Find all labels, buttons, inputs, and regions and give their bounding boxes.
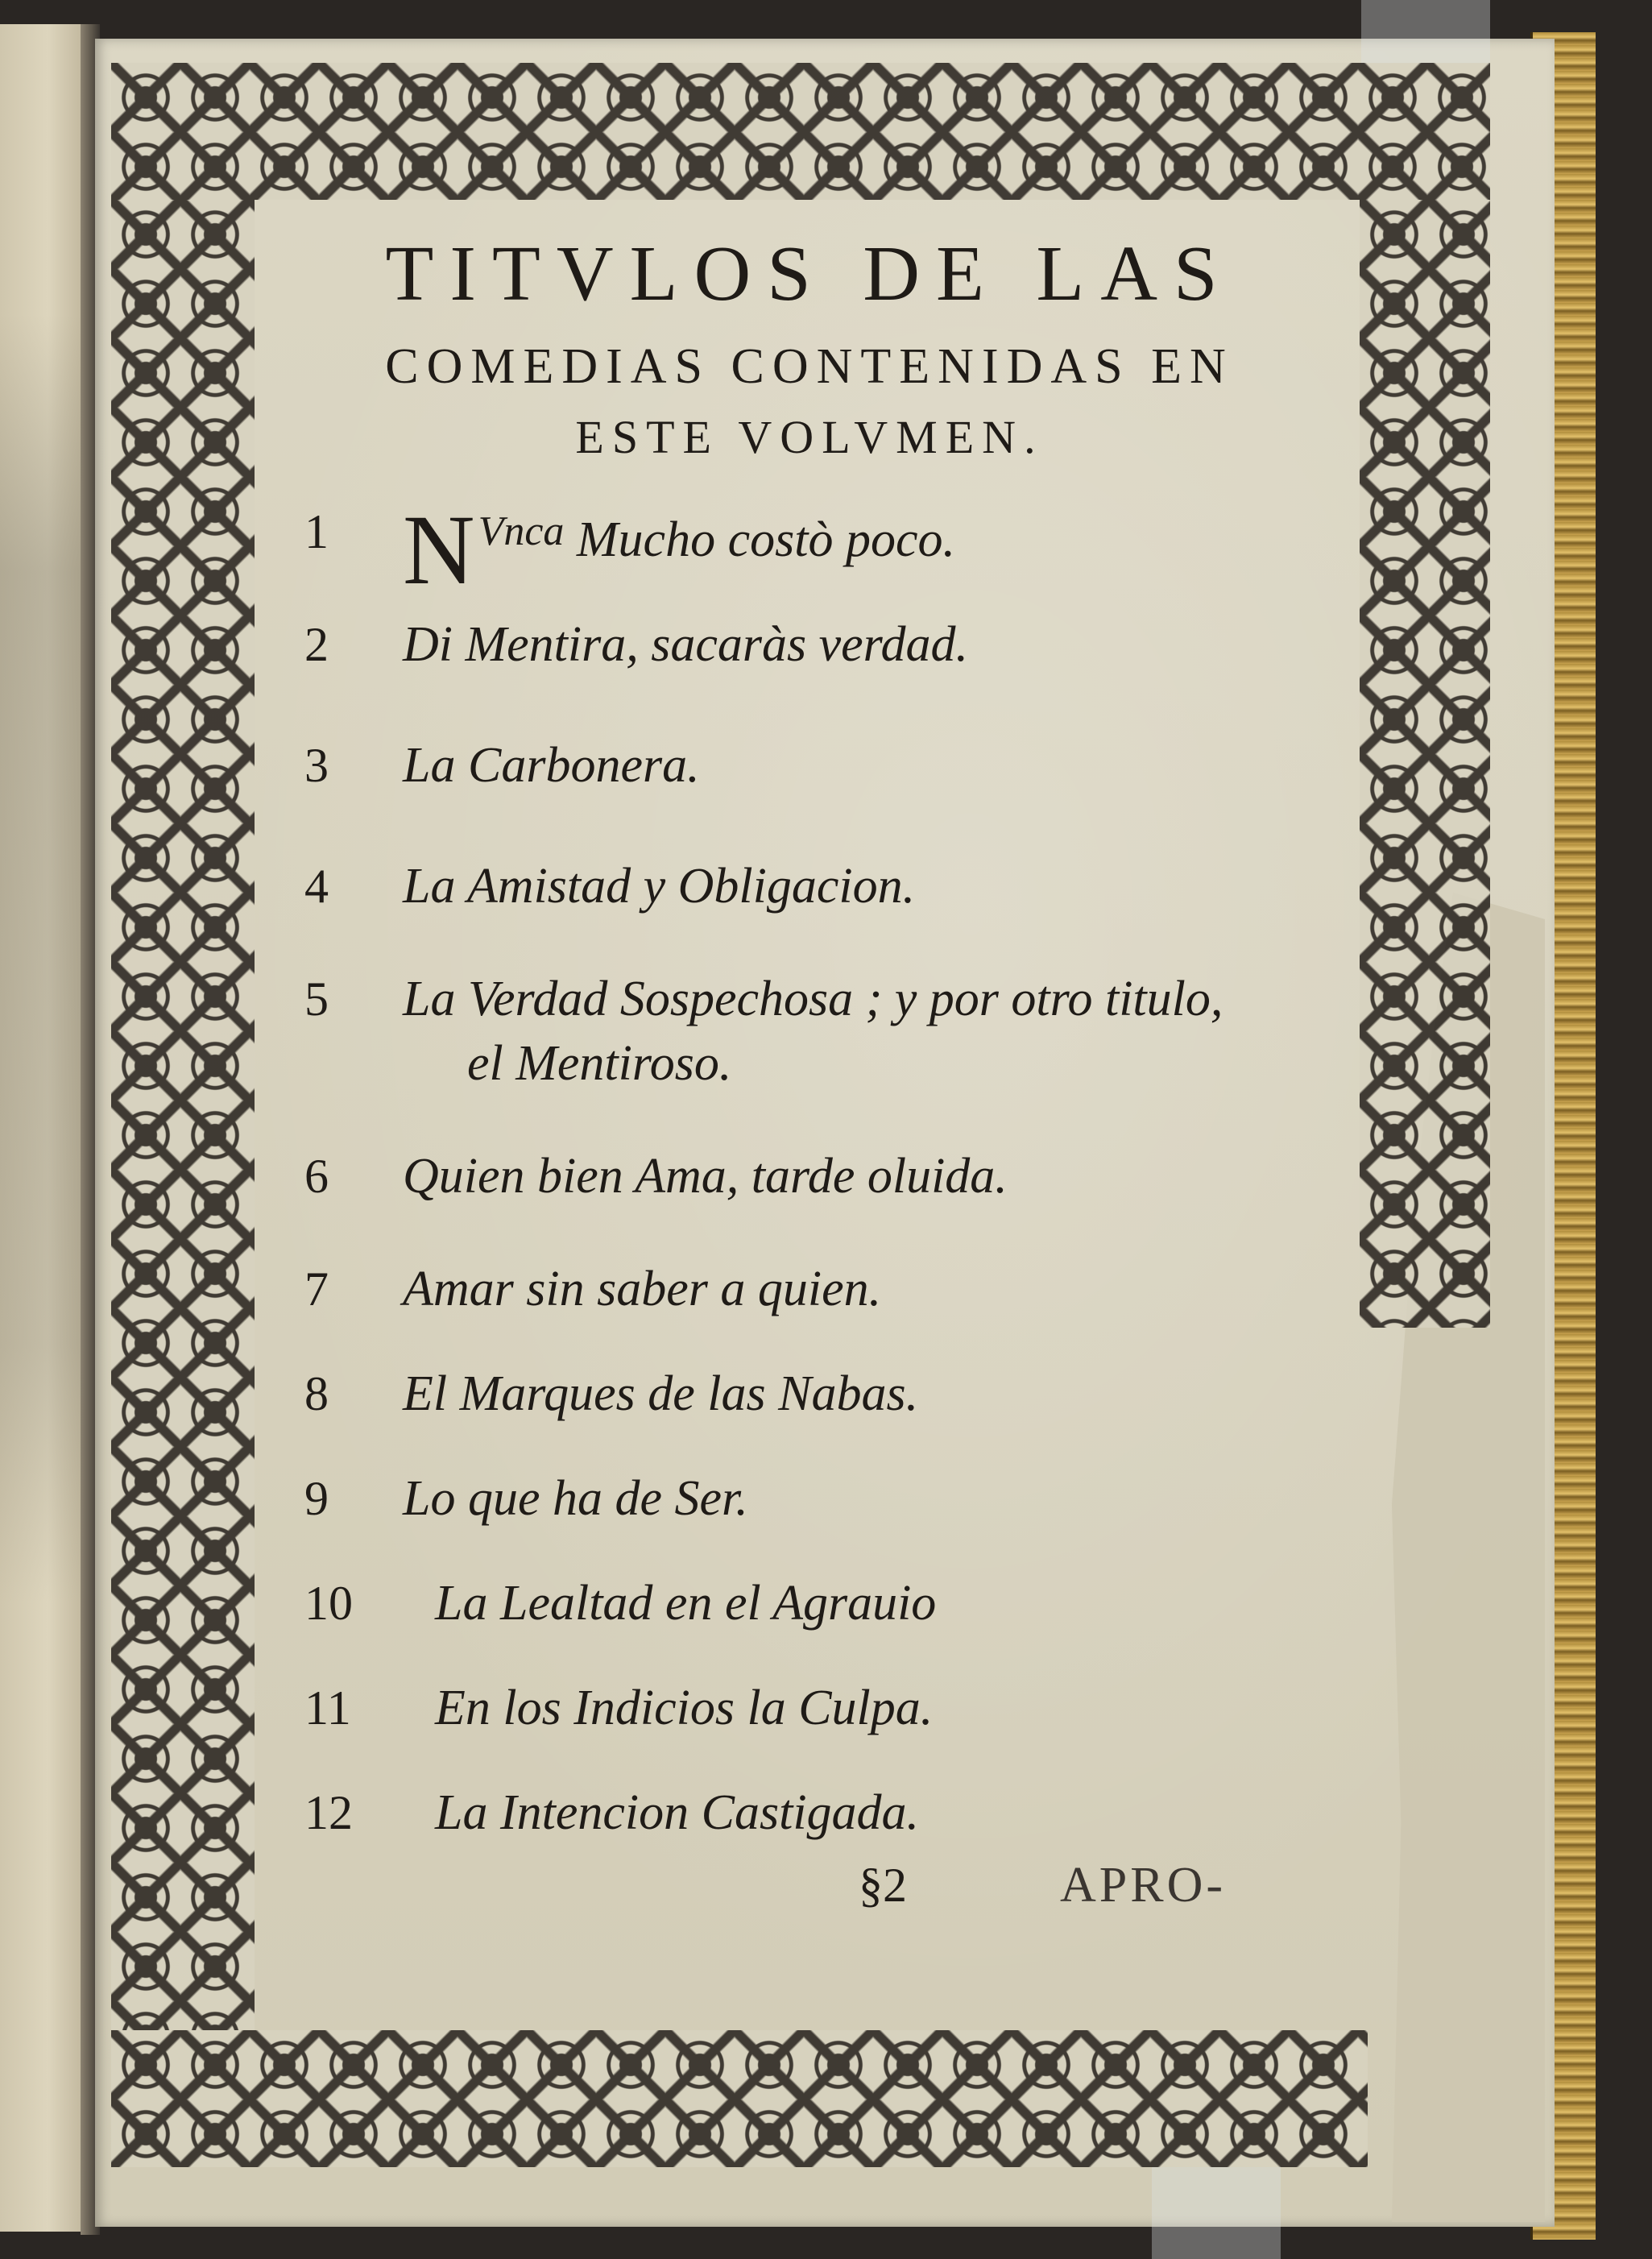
title-line-2: COMEDIAS CONTENIDAS EN [385, 339, 1234, 394]
entry-title: Lo que ha de Ser. [403, 1471, 748, 1526]
entry-number: 2 [304, 618, 329, 671]
page-footer [266, 1853, 1353, 1925]
entry-title-continuation: el Mentiroso. [467, 1036, 732, 1091]
clip-bottom [1152, 2167, 1281, 2259]
entry-title: El Marques de las Nabas. [403, 1366, 919, 1421]
entry-number: 6 [304, 1150, 329, 1203]
entry-title: Di Mentira, sacaràs verdad. [403, 617, 969, 672]
title-line-3: ESTE VOLVMEN. [575, 411, 1044, 463]
ornamental-border-left [111, 200, 255, 2030]
entry-title: La Intencion Castigada. [435, 1785, 920, 1840]
entry-title: Quien bien Ama, tarde oluida. [403, 1149, 1008, 1204]
entry-title: La Amistad y Obligacion. [403, 859, 916, 914]
title-line-1: TITVLOS DE LAS [385, 230, 1234, 317]
entry-title: En los Indicios la Culpa. [435, 1681, 934, 1735]
signature-mark: §2 [859, 1859, 907, 1912]
entry-number: 12 [304, 1786, 353, 1839]
entry-title-line: La Verdad Sospechosa ; y por otro titulo, [403, 972, 1223, 1026]
entry-title: La Lealtad en el Agrauio [435, 1576, 937, 1631]
entry-number: 10 [304, 1577, 353, 1630]
ornamental-border-top [111, 63, 1490, 200]
entry-title [403, 495, 1345, 605]
facing-page-stain [0, 314, 81, 1603]
page-content [266, 209, 1353, 2022]
entry-title: Amar sin saber a quien. [403, 1262, 882, 1316]
entry-number: 3 [304, 739, 329, 792]
catchword: APRO- [1060, 1858, 1227, 1913]
entry-first-word: Vnca [478, 508, 565, 554]
clip-top [1361, 0, 1490, 64]
page-title [266, 209, 1353, 472]
ornamental-border-bottom [111, 2030, 1368, 2167]
entry-title-rest: Mucho costò poco. [564, 512, 955, 567]
entry-number: 1 [304, 505, 329, 558]
entry-number: 5 [304, 972, 329, 1026]
entry-title [403, 967, 1345, 1096]
ornamental-border-right [1360, 200, 1490, 1328]
entry-number: 7 [304, 1262, 329, 1316]
entry-number: 4 [304, 860, 329, 913]
entry-number: 9 [304, 1472, 329, 1525]
entry-number: 11 [304, 1681, 351, 1735]
entry-number: 8 [304, 1367, 329, 1420]
entry-title: La Carbonera. [403, 738, 700, 793]
drop-cap: N [403, 495, 475, 605]
